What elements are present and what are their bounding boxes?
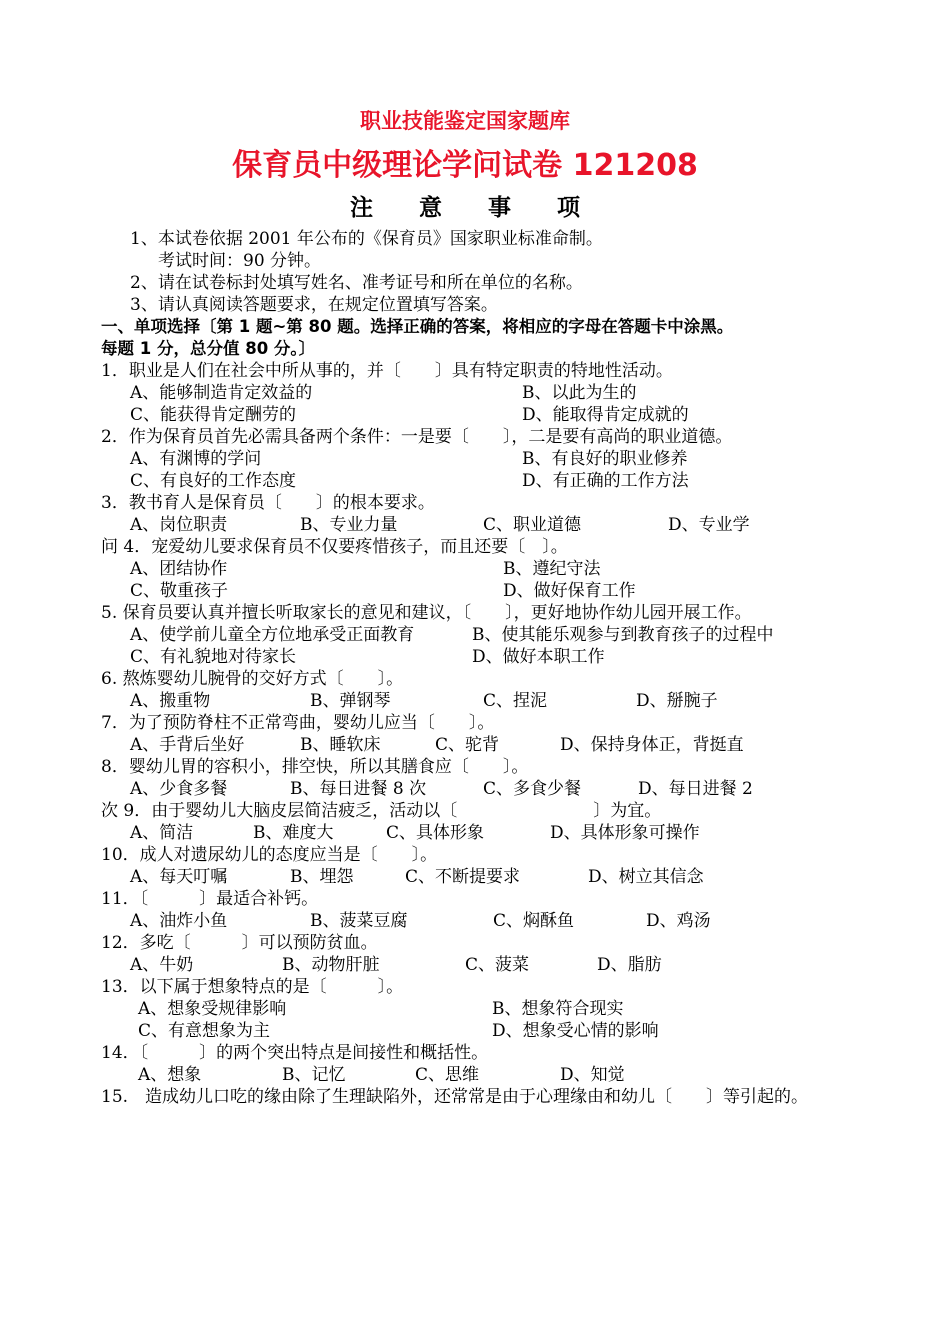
option-a: A、想象受规律影响 [138, 999, 287, 1019]
option-a: A、牛奶 [130, 955, 194, 975]
section-instructions-line2: 每题 1 分，总分值 80 分。〕 [101, 339, 316, 358]
option-b: B、动物肝脏 [282, 955, 380, 975]
option-c: C、不断提要求 [405, 867, 521, 887]
option-c: C、有礼貌地对待家长 [130, 647, 297, 667]
option-d: D、掰腕子 [636, 691, 718, 711]
note-3: 3、请认真阅读答题要求，在规定位置填写答案。 [130, 295, 498, 315]
question-stem: 15. 造成幼儿口吃的缘由除了生理缺陷外，还常常是由于心理缘由和幼儿〔 〕等引起的。 [101, 1087, 809, 1107]
option-b: B、使其能乐观参与到教育孩子的过程中 [472, 625, 774, 645]
option-c: C、能获得肯定酬劳的 [130, 405, 297, 425]
question-stem: 11．〔 〕最适合补钙。 [101, 889, 319, 909]
option-b: B、遵纪守法 [503, 559, 601, 579]
option-d: D、保持身体正，背挺直 [560, 735, 744, 755]
question-stem: 次 9．由于婴幼儿大脑皮层简洁疲乏，活动以〔 〕为宜。 [101, 801, 662, 821]
option-c: C、捏泥 [483, 691, 548, 711]
question-stem: 5. 保育员要认真并擅长听取家长的意见和建议，〔 〕，更好地协作幼儿园开展工作。 [101, 603, 752, 623]
option-a: A、简洁 [130, 823, 194, 843]
question-stem: 2．作为保育员首先必需具备两个条件：一是要〔 〕，二是要有高尚的职业道德。 [101, 427, 733, 447]
option-a: A、岗位职责 [130, 515, 228, 535]
option-a: A、有渊博的学问 [130, 449, 262, 469]
option-c: C、具体形象 [386, 823, 485, 843]
option-a: A、搬重物 [130, 691, 211, 711]
question-stem: 3．教书育人是保育员〔 〕的根本要求。 [101, 493, 435, 513]
question-stem: 10．成人对遗尿幼儿的态度应当是〔 〕。 [101, 845, 438, 865]
exam-title: 保育员中级理论学问试卷 121208 [232, 148, 698, 183]
option-a: A、能够制造肯定效益的 [130, 383, 313, 403]
option-c: C、敬重孩子 [130, 581, 229, 601]
section-instructions-line1: 一、单项选择〔第 1 题~第 80 题。选择正确的答案，将相应的字母在答题卡中涂黑。 [101, 317, 734, 336]
option-b: B、弹钢琴 [310, 691, 391, 711]
option-c: C、职业道德 [483, 515, 582, 535]
notice-heading: 注 意 事 项 [350, 195, 580, 221]
option-c: C、有意想象为主 [138, 1021, 271, 1041]
option-d: D、知觉 [560, 1065, 625, 1085]
question-stem: 13．以下属于想象特点的是〔 〕。 [101, 977, 404, 997]
option-b: B、睡软床 [300, 735, 381, 755]
option-c: C、驼背 [435, 735, 500, 755]
note-2: 2、请在试卷标封处填写姓名、准考证号和所在单位的名称。 [130, 273, 583, 293]
option-c: C、菠菜 [465, 955, 530, 975]
option-d: D、做好本职工作 [472, 647, 605, 667]
note-1: 1、本试卷依据 2001 年公布的《保育员》国家职业标准命制。 [130, 229, 603, 249]
option-d: D、想象受心情的影响 [492, 1021, 659, 1041]
option-b: B、想象符合现实 [492, 999, 624, 1019]
option-b: B、记忆 [282, 1065, 346, 1085]
option-b: B、专业力量 [300, 515, 398, 535]
option-b: B、难度大 [253, 823, 334, 843]
question-stem: 1．职业是人们在社会中所从事的，并〔 〕具有特定职责的特地性活动。 [101, 361, 673, 381]
option-d: D、做好保育工作 [503, 581, 636, 601]
option-b: B、每日进餐 8 次 [290, 779, 427, 799]
option-a: A、团结协作 [130, 559, 228, 579]
option-a: A、少食多餐 [130, 779, 228, 799]
option-a: A、使学前儿童全方位地承受正面教育 [130, 625, 415, 645]
option-d: D、具体形象可操作 [550, 823, 700, 843]
option-b: B、以此为生的 [522, 383, 637, 403]
question-stem: 14．〔 〕的两个突出特点是间接性和概括性。 [101, 1043, 489, 1063]
option-b: B、菠菜豆腐 [310, 911, 408, 931]
exam-bank-subtitle: 职业技能鉴定国家题库 [360, 109, 570, 133]
option-d: D、专业学 [668, 515, 750, 535]
question-stem: 12．多吃〔 〕可以预防贫血。 [101, 933, 378, 953]
option-c: C、焖酥鱼 [493, 911, 575, 931]
option-b: B、埋怨 [290, 867, 354, 887]
option-a: A、手背后坐好 [130, 735, 245, 755]
option-c: C、思维 [415, 1065, 480, 1085]
option-a: A、油炸小鱼 [130, 911, 228, 931]
option-d: D、每日进餐 2 [638, 779, 753, 799]
option-d: D、鸡汤 [646, 911, 711, 931]
question-stem: 8．婴幼儿胃的容积小，排空快，所以其膳食应〔 〕。 [101, 757, 529, 777]
note-exam-time: 考试时间：90 分钟。 [158, 251, 322, 271]
option-a: A、想象 [138, 1065, 202, 1085]
option-c: C、多食少餐 [483, 779, 582, 799]
option-a: A、每天叮嘱 [130, 867, 228, 887]
option-d: D、树立其信念 [588, 867, 704, 887]
option-d: D、脂肪 [597, 955, 662, 975]
option-b: B、有良好的职业修养 [522, 449, 688, 469]
question-stem: 7．为了预防脊柱不正常弯曲，婴幼儿应当〔 〕。 [101, 713, 495, 733]
option-d: D、有正确的工作方法 [522, 471, 689, 491]
option-c: C、有良好的工作态度 [130, 471, 297, 491]
question-stem: 问 4．宠爱幼儿要求保育员不仅要疼惜孩子，而且还要〔 〕。 [101, 537, 568, 557]
option-d: D、能取得肯定成就的 [522, 405, 689, 425]
question-stem: 6. 熬炼婴幼儿腕骨的交好方式〔 〕。 [101, 669, 404, 689]
